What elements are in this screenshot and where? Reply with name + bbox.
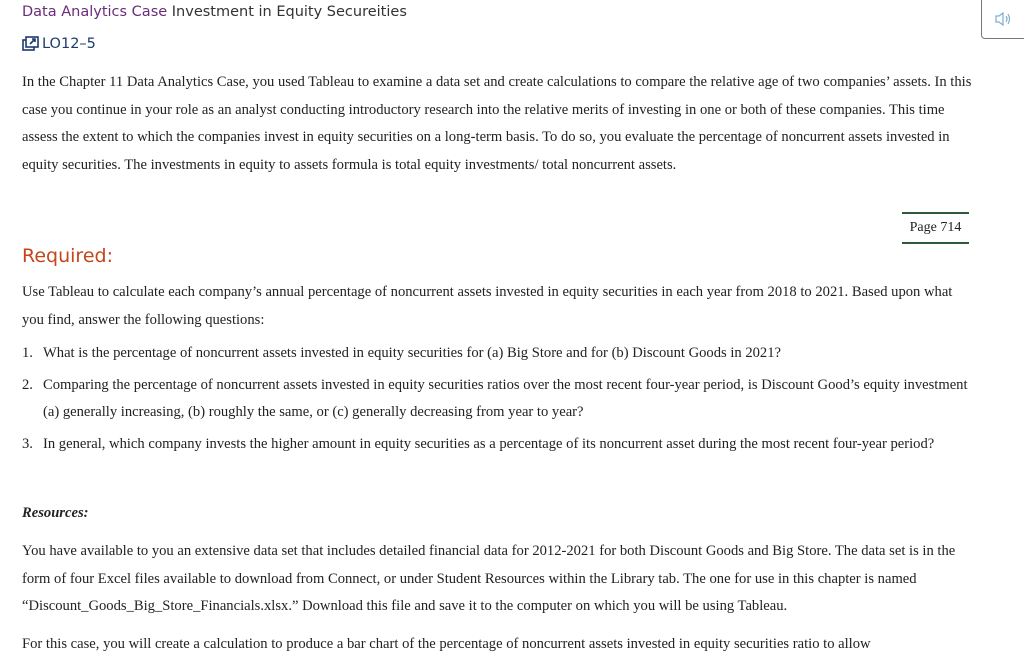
- learning-objective: LO12–5: [42, 36, 96, 52]
- question-item: [22, 431, 972, 459]
- speaker-icon: [995, 12, 1013, 26]
- question-item: [22, 372, 972, 427]
- question-number: 1.: [22, 345, 33, 361]
- required-heading: Required:: [22, 245, 113, 267]
- question-item: [22, 340, 972, 368]
- intro-paragraph: In the Chapter 11 Data Analytics Case, you used Tableau to examine a data set and create calculations to compare the relative age of two companies’ assets. In this case you continue in your role as an analyst conducting introductory research into the relative merits of investing in one or both of these companies. This time assess the extent to which the companies invest in equity securities on a long-term basis. To do so, you evaluate the percentage of noncurrent assets invested in equity securities. The investments in equity to assets formula is total equity investments/ total noncurrent assets.: [22, 74, 972, 174]
- question-text: In general, which company invests the higher amount in equity securities as a percentage of its noncurrent asset during the most recent four-year period?: [43, 436, 935, 453]
- questions-list: [22, 340, 972, 463]
- resources-paragraph: You have available to you an extensive data set that includes detailed financial data for 2012-2021 for both Discount Goods and Big Store. The data set is in the form of four Excel files available to download from Connect, or under Student Resources within the Library tab. The one for use in this chapter is named “Discount_Goods_Big_Store_Financials.xlsx.” Download this file and save it to the computer on which you will be using Tableau.: [22, 543, 956, 615]
- case-name: Investment in Equity Secureities: [171, 4, 407, 20]
- case-title: [22, 4, 407, 20]
- question-number: 3.: [22, 436, 33, 453]
- external-link-icon: [22, 36, 40, 52]
- question-text: Comparing the percentage of noncurrent assets invested in equity securities ratios over the most recent four-year period, is Discount Good’s equity investment (a) generally increasing, (b) roughly the same, or (c) generally decreasing from year to year?: [43, 376, 968, 421]
- case-label: Data Analytics Case: [22, 4, 168, 20]
- audio-button[interactable]: [981, 0, 1024, 39]
- resources-heading: Resources:: [22, 505, 89, 521]
- case-paragraph: For this case, you will create a calculation to produce a bar chart of the percentage of noncurrent assets invested in equity securities ratio to allow: [22, 636, 871, 652]
- page-marker: Page 714: [902, 212, 969, 244]
- question-number: 2.: [22, 376, 33, 393]
- required-text: Use Tableau to calculate each company’s annual percentage of noncurrent assets invested in equity securities in each year from 2018 to 2021. Based upon what you find, answer the following questions:: [22, 284, 953, 328]
- question-text: What is the percentage of noncurrent assets invested in equity securities for (a) Big Store and for (b) Discount Goods in 2021?: [43, 345, 781, 361]
- learning-objective-link[interactable]: [22, 36, 96, 52]
